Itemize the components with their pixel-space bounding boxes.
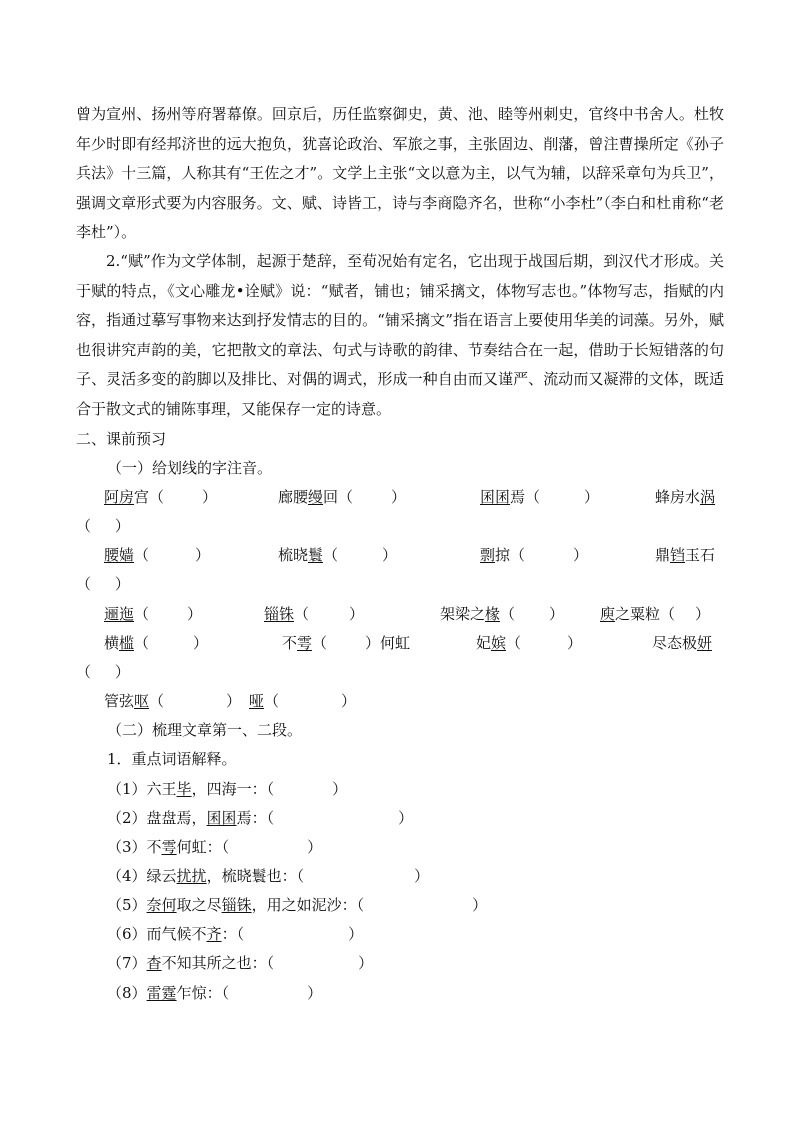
- section-heading-preview: 二、课前预习: [76, 430, 167, 448]
- underlined-char: 铛: [670, 546, 686, 564]
- underlined-term: 雷霆: [146, 984, 177, 1002]
- underlined-char: 涡: [700, 488, 716, 506]
- underlined-term: 囷囷: [206, 809, 237, 827]
- underlined-char: 槛: [119, 634, 135, 652]
- key-terms-heading: 1．重点词语解释。: [107, 750, 237, 768]
- intro-paragraph-1: 曾为宣州、扬州等府署幕僚。回京后，历任监察御史，黄、池、睦等州刺史，官终中书舍人。杜牧年少时即有经邦济世的远大抱负，犹喜论政治、军旅之事，主张固边、削藩，曾注曹操所定《孙子兵法》十三篇，人称其有“王佐之才”。文学上主张“文以意为主，以气为辅，以辞采章句为兵卫”，强调文章形式要为内容服务。文、赋、诗皆工，诗与李商隐齐名，世称“小李杜”（李白和杜甫称“老李杜”）。: [76, 105, 724, 241]
- pinyin-wrap: （ ）: [76, 663, 130, 681]
- intro-paragraph-2: 2.“赋”作为文学体制，起源于楚辞，至荀况始有定名，它出现于战国后期，到汉代才形成。关于赋的特点，《文心雕龙•诠赋》说：“赋者，铺也；铺采摛文，体物写志也。”体物写志，指赋的内容，指通过摹写事物来达到抒发情志的目的。“铺采摛文”指在语言上要使用华美的词藻。另外，赋也很讲究声韵的美，它把散文的章法、句式与诗歌的韵律、节奏结合在一起，借助于长短错落的句子、灵活多变的韵脚以及排比、对偶的调式，形成一种自由而又谨严、流动而又凝滞的文体，既适合于散文式的铺陈事理，又能保存一定的诗意。: [76, 252, 724, 418]
- term-item: （6）而气候不齐：（ ）: [107, 925, 364, 943]
- underlined-char: 妍: [697, 634, 713, 652]
- underlined-term: 毕: [176, 780, 192, 798]
- pinyin-item: 逦迤（ ）: [104, 605, 203, 623]
- underlined-char: 剽: [480, 546, 496, 564]
- pinyin-item: 哑（ ）: [249, 692, 357, 710]
- pinyin-item: 尽态极妍: [652, 634, 713, 652]
- pinyin-item: 腰嫱（ ）: [104, 546, 211, 564]
- underlined-char: 囷囷: [480, 488, 511, 506]
- term-item: （4）绿云扰扰，梳晓鬟也：（ ）: [107, 867, 430, 885]
- pinyin-item: 蜂房水涡: [655, 488, 716, 506]
- pinyin-item: 横槛（ ）: [104, 634, 209, 652]
- underlined-term: 齐: [206, 925, 222, 943]
- underlined-term: 杳: [146, 954, 162, 972]
- underlined-char: 逦迤: [104, 605, 135, 623]
- term-item: （8）雷霆乍惊：（ ）: [107, 984, 323, 1002]
- underlined-char: 锱铢: [264, 605, 295, 623]
- underlined-char: 椽: [485, 605, 501, 623]
- underlined-char: 雩: [297, 634, 313, 652]
- underlined-term: 锱铢: [221, 896, 252, 914]
- pinyin-item: 不雩（ ）何虹: [282, 634, 411, 652]
- underlined-char: 缦: [308, 488, 324, 506]
- underlined-char: 嫔: [491, 634, 507, 652]
- pinyin-item: 阿房宫（ ）: [104, 488, 218, 506]
- term-item: （5）奈何取之尽锱铢，用之如泥沙：（ ）: [107, 896, 488, 914]
- term-item: （3）不雩何虹：（ ）: [107, 838, 323, 856]
- underlined-term: 扰扰: [176, 867, 207, 885]
- underlined-char: 腰嫱: [104, 546, 135, 564]
- subsection-review-heading: （二）梳理文章第一、二段。: [107, 721, 303, 739]
- term-item: （7）杳不知其所之也：（ ）: [107, 954, 374, 972]
- pinyin-item: 庾之粟粒（ ）: [600, 605, 711, 623]
- pinyin-item: 锱铢（ ）: [264, 605, 365, 623]
- underlined-char: 阿房: [104, 488, 135, 506]
- pinyin-item: 廊腰缦回（ ）: [278, 488, 407, 506]
- pinyin-wrap: （ ）: [76, 517, 130, 535]
- pinyin-item: 鼎铛玉石: [655, 546, 716, 564]
- subsection-pinyin-heading: （一）给划线的字注音。: [107, 459, 273, 477]
- pinyin-item: 梳晓鬟（ ）: [278, 546, 398, 564]
- underlined-char: 鬟: [308, 546, 324, 564]
- term-item: （1）六王毕，四海一：（ ）: [107, 780, 348, 798]
- pinyin-item: 管弦呕（ ）: [104, 692, 242, 710]
- term-item: （2）盘盘焉，囷囷焉：（ ）: [107, 809, 414, 827]
- underlined-term: 雩: [161, 838, 177, 856]
- underlined-char: 庾: [600, 605, 616, 623]
- underlined-char: 哑: [249, 692, 265, 710]
- pinyin-item: 剽掠（ ）: [480, 546, 589, 564]
- underlined-term: 奈何: [146, 896, 177, 914]
- underlined-char: 呕: [134, 692, 150, 710]
- pinyin-wrap: （ ）: [76, 575, 130, 593]
- pinyin-item: 妃嫔（ ）: [476, 634, 583, 652]
- pinyin-item: 架梁之椽（ ）: [440, 605, 565, 623]
- pinyin-item: 囷囷焉（ ）: [480, 488, 600, 506]
